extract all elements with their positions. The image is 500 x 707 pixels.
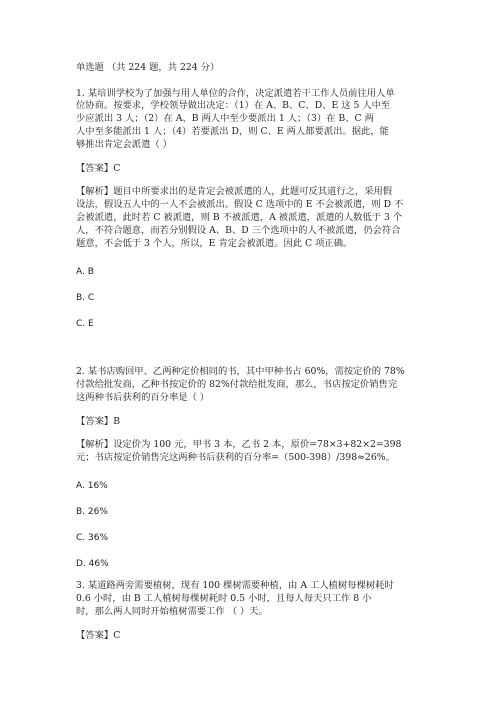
question-1-analysis-line: 题意，不会低于 3 个人，所以，E 肯定会被派遣。因此 C 项正确。 bbox=[76, 238, 353, 249]
question-3-line: 3. 某道路两旁需要植树，现有 100 棵树需要种植，由 A 工人植树每棵树耗时 bbox=[76, 580, 394, 591]
question-1-line: 少应派出 3 人；（2）在 A、B 两人中至少要派出 1 人；（3）在 B、C 两 bbox=[76, 113, 374, 124]
question-2-option-d: D. 46% bbox=[76, 559, 109, 569]
question-2-option-a: A. 16% bbox=[76, 481, 108, 491]
question-1-line: 位协商。按要求，学校领导做出决定：（1）在 A、B、C、D、E 这 5 人中至 bbox=[76, 100, 391, 111]
question-1-line: 1. 某培训学校为了加强与用人单位的合作，决定派遣若干工作人员前往用人单 bbox=[76, 88, 395, 99]
question-1-option-b: B. C bbox=[76, 293, 95, 303]
question-2-line: 付款给批发商，乙种书按定价的 82%付款给批发商，那么，书店按定价销售完 bbox=[76, 379, 398, 390]
section-header: 单选题 （共 224 题，共 224 分） bbox=[76, 62, 220, 73]
question-1-option-c: C. E bbox=[76, 319, 94, 329]
question-2-option-c: C. 36% bbox=[76, 533, 109, 543]
question-1-answer: 【答案】C bbox=[76, 163, 121, 174]
question-1-analysis-line: 会被派遣，此时若 C 被派遣，则 B 不被派遣，A 被派遣，派遣的人数低于 3 个 bbox=[76, 212, 403, 223]
question-1-analysis-line: 人，不符合题意，而若分别假设 A、B、D 三个选项中的人不被派遣，仍会符合 bbox=[76, 225, 401, 236]
question-1-option-a: A. B bbox=[76, 267, 94, 277]
question-2-option-b: B. 26% bbox=[76, 507, 108, 517]
question-3-answer: 【答案】C bbox=[76, 630, 121, 641]
question-2-line: 这两种书后获利的百分率是（ ） bbox=[76, 392, 210, 403]
question-3-line: 时，那么两人同时开始植树需要工作 （ ）天。 bbox=[76, 606, 268, 617]
question-1-analysis-line: 【解析】题目中所要求出的是肯定会被派遣的人，此题可反其道行之，采用假 bbox=[76, 186, 393, 197]
question-3-line: 0.6 小时，由 B 工人植树每棵树耗时 0.5 小时，且每人每天只工作 8 小 bbox=[76, 593, 372, 604]
question-2-analysis-line: 【解析】设定价为 100 元，甲书 3 本，乙书 2 本，原价=78×3+82×2=398 bbox=[76, 439, 402, 450]
question-2-analysis-line: 元；书店按定价销售完这两种书后获利的百分率=（500-398）/398≈26%。 bbox=[76, 452, 395, 463]
question-2-line: 2. 某书店购回甲、乙两种定价相同的书，其中甲种书占 60%，需按定价的 78% bbox=[76, 366, 405, 377]
question-1-analysis-line: 设法，假设五人中的一人不会被派出。假设 C 选项中的 E 不会被派遣，则 D 不 bbox=[76, 199, 404, 210]
question-2-answer: 【答案】B bbox=[76, 416, 121, 427]
question-1-line: 人中至多能派出 1 人；（4）若要派出 D，则 C、E 两人都要派出。据此，能 bbox=[76, 126, 389, 137]
question-1-line: 够推出肯定会派遣（ ） bbox=[76, 139, 172, 150]
